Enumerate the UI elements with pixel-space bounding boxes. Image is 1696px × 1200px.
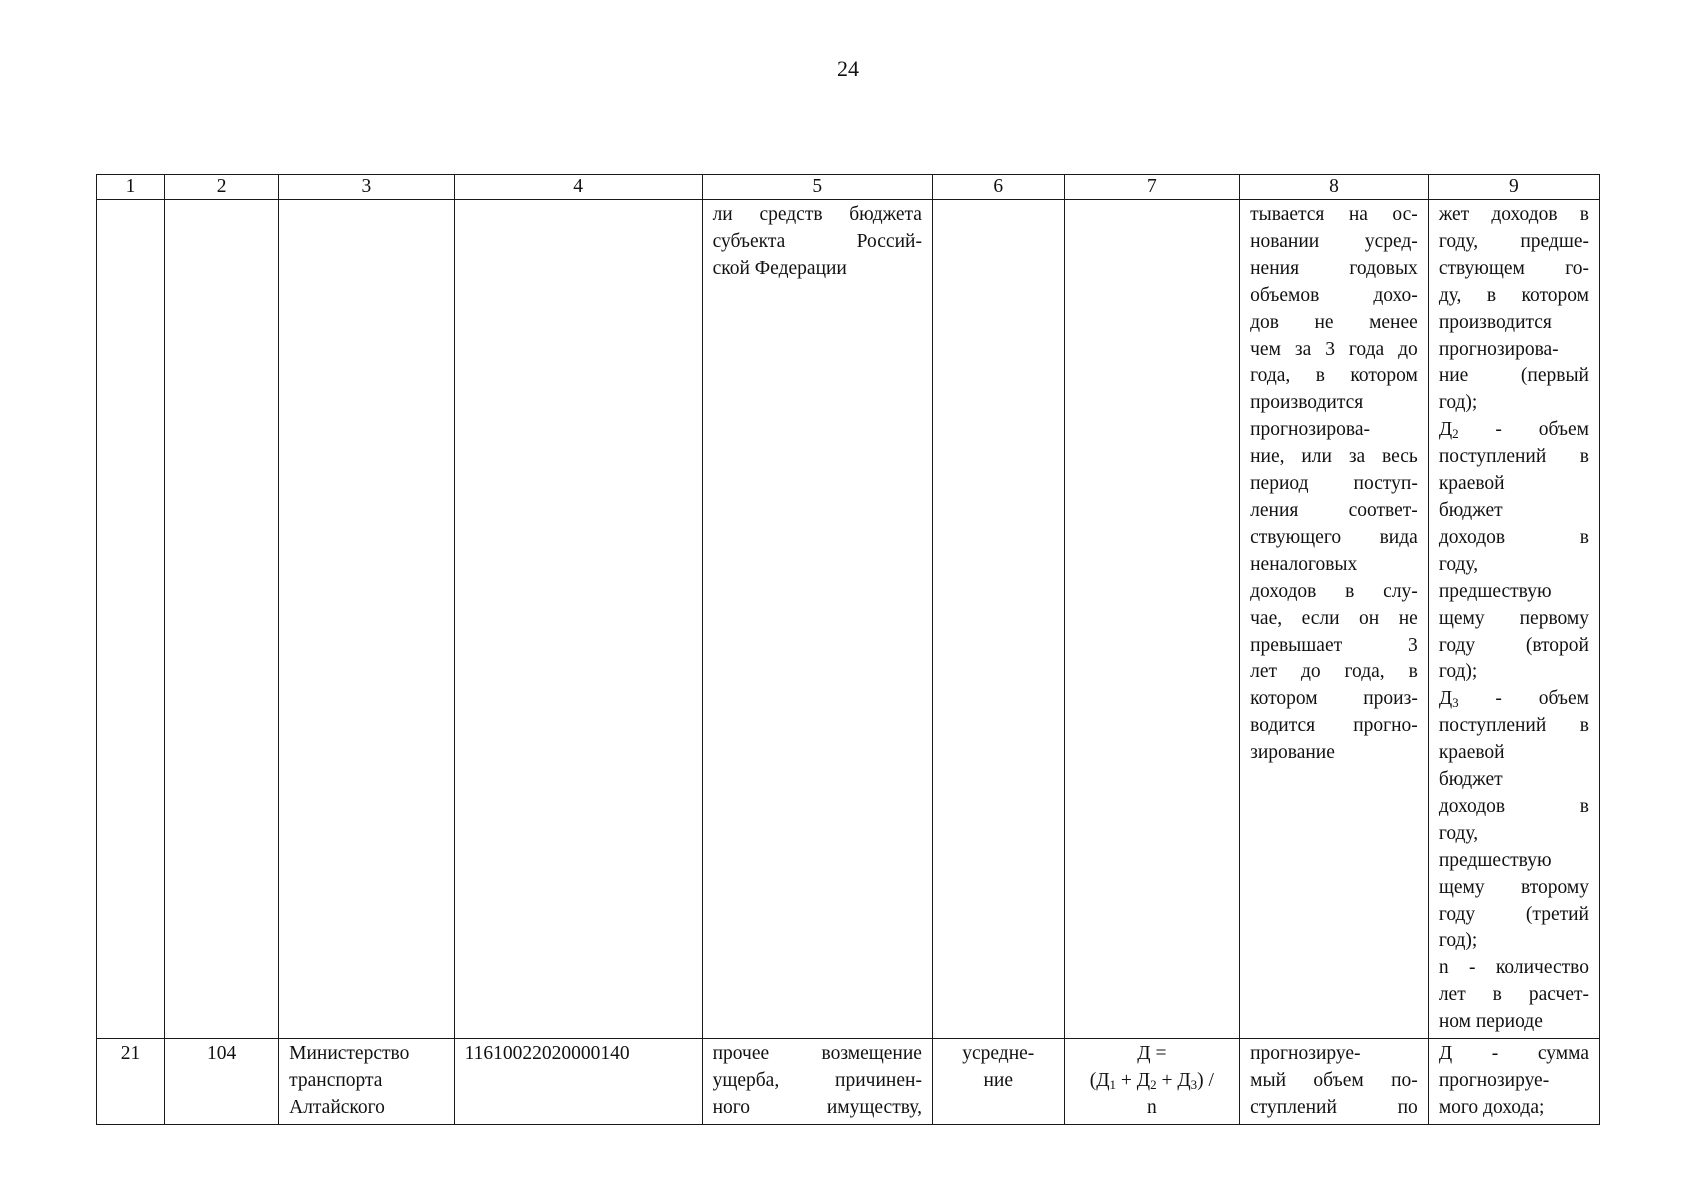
revenue-forecast-table — [96, 174, 1600, 1125]
cell — [165, 200, 279, 1039]
formula-line-2: $(Д_1 + Д_2 + Д_3)$ / — [1089, 1070, 1214, 1092]
text-line: ления соответ- — [1250, 499, 1418, 521]
text-line: зирование — [1250, 742, 1335, 764]
text-line: лет в расчет- — [1438, 984, 1589, 1006]
column-number: 4 — [454, 175, 702, 200]
text-line: бюджет — [1438, 769, 1503, 791]
column-number: 9 — [1428, 175, 1599, 200]
text-line: нения годовых — [1250, 257, 1418, 279]
text-line: году, — [1438, 822, 1479, 844]
text-line: период поступ- — [1250, 473, 1418, 495]
cell — [454, 200, 702, 1039]
column-number-row — [97, 175, 1600, 200]
text-line: прогнозирова- — [1250, 419, 1370, 441]
text-line: году (второй — [1438, 634, 1589, 656]
text-line: году (третий — [1438, 903, 1589, 925]
page-number: 24 — [837, 56, 859, 81]
text-line: год); — [1438, 930, 1478, 952]
text-line: превышает 3 — [1250, 634, 1418, 656]
text-line: n - количество — [1438, 957, 1589, 979]
column-number: 3 — [279, 175, 455, 200]
text-line: бюджет — [1438, 499, 1503, 521]
text-line: тывается на ос- — [1250, 204, 1418, 225]
text-line: транспорта — [289, 1070, 383, 1091]
text-line: Алтайского — [289, 1096, 385, 1118]
text-line: ние, или за весь — [1250, 446, 1418, 468]
text-line: году, — [1438, 553, 1479, 575]
kbk-code-cell: 11610022020000140 — [454, 1039, 702, 1125]
cell — [279, 200, 455, 1039]
text-line: водится прогно- — [1250, 715, 1418, 737]
text-line: прогнозируе- — [1250, 1043, 1361, 1065]
indicator-description-cell — [1428, 200, 1599, 1039]
admin-code-cell: 104 — [165, 1039, 279, 1125]
text-line: ствующего вида — [1250, 526, 1418, 548]
text-line: жет доходов в — [1438, 204, 1589, 225]
text-line: год); — [1438, 661, 1478, 683]
text-line: новании усред- — [1250, 230, 1418, 252]
column-number: 8 — [1240, 175, 1429, 200]
text-line: производится — [1438, 311, 1552, 333]
text-line: поступлений в — [1438, 446, 1589, 468]
text-line: чем за 3 года до — [1250, 338, 1418, 360]
text-line: прогнозируе- — [1438, 1070, 1550, 1091]
column-number: 1 — [97, 175, 165, 200]
text-line: год); — [1438, 392, 1478, 414]
text-line: года, в котором — [1250, 365, 1418, 387]
continuation-row — [97, 200, 1600, 1039]
column-number: 5 — [702, 175, 932, 200]
text-line: краевой — [1438, 473, 1505, 495]
text-line: неналоговых — [1250, 553, 1358, 575]
text-line: году, предше- — [1438, 230, 1589, 252]
text-line: ние — [983, 1070, 1014, 1091]
text-line: доходов в — [1438, 526, 1589, 548]
text-line: доходов в слу- — [1250, 580, 1418, 602]
text-line: прогнозирова- — [1438, 338, 1559, 360]
calculation-method-cell — [1240, 200, 1429, 1039]
text-line: усредне- — [962, 1043, 1035, 1065]
text-line: $Д_2$ - объем — [1438, 419, 1589, 442]
formula-line-3: n — [1146, 1096, 1157, 1118]
text-line: дов не менее — [1250, 311, 1418, 333]
cell — [97, 200, 165, 1039]
text-line: котором произ- — [1250, 688, 1418, 710]
text-line: лет до года, в — [1250, 661, 1418, 683]
revenue-description-cell — [702, 200, 932, 1039]
indicator-description-cell — [1428, 1039, 1599, 1125]
text-line: ской Федерации — [712, 257, 847, 279]
text-line: ного имуществу, — [712, 1096, 922, 1118]
formula-line-1: Д = — [1137, 1043, 1167, 1065]
revenue-description-cell — [702, 1039, 932, 1125]
text-line: Министерство — [289, 1043, 410, 1065]
text-line: поступлений в — [1438, 715, 1589, 737]
text-line: Д - сумма — [1438, 1043, 1589, 1065]
text-line: субъекта Россий- — [712, 230, 922, 252]
text-line: мый объем по- — [1250, 1070, 1418, 1091]
cell — [1064, 200, 1240, 1039]
text-line: ущерба, причинен- — [712, 1070, 922, 1091]
text-line: ние (первый — [1438, 365, 1589, 387]
text-line: ном периоде — [1438, 1011, 1543, 1033]
text-line: ствующем го- — [1438, 257, 1589, 279]
text-line: предшествую — [1438, 849, 1552, 871]
text-line: $Д_3$ - объем — [1438, 688, 1589, 711]
text-line: ду, в котором — [1438, 284, 1589, 306]
text-line: ступлений по — [1250, 1096, 1418, 1118]
column-number: 7 — [1064, 175, 1240, 200]
text-line: объемов дохо- — [1250, 284, 1418, 306]
text-line: краевой — [1438, 742, 1505, 764]
text-line: предшествую — [1438, 580, 1552, 602]
text-line: ли средств бюджета — [712, 204, 922, 225]
column-number: 2 — [165, 175, 279, 200]
text-line: мого дохода; — [1438, 1096, 1545, 1118]
text-line: чае, если он не — [1250, 607, 1418, 629]
text-line: доходов в — [1438, 795, 1589, 817]
text-line: щему первому — [1438, 607, 1589, 629]
table-row — [97, 1039, 1600, 1125]
cell — [932, 200, 1064, 1039]
row-number-cell: 21 — [97, 1039, 165, 1125]
formula-cell — [1064, 1039, 1240, 1125]
text-line: прочее возмещение — [712, 1043, 922, 1065]
calculation-method-cell — [1240, 1039, 1429, 1125]
text-line: производится — [1250, 392, 1364, 414]
administrator-name-cell — [279, 1039, 455, 1125]
column-number: 6 — [932, 175, 1064, 200]
forecast-method-cell — [932, 1039, 1064, 1125]
text-line: щему второму — [1438, 876, 1589, 898]
